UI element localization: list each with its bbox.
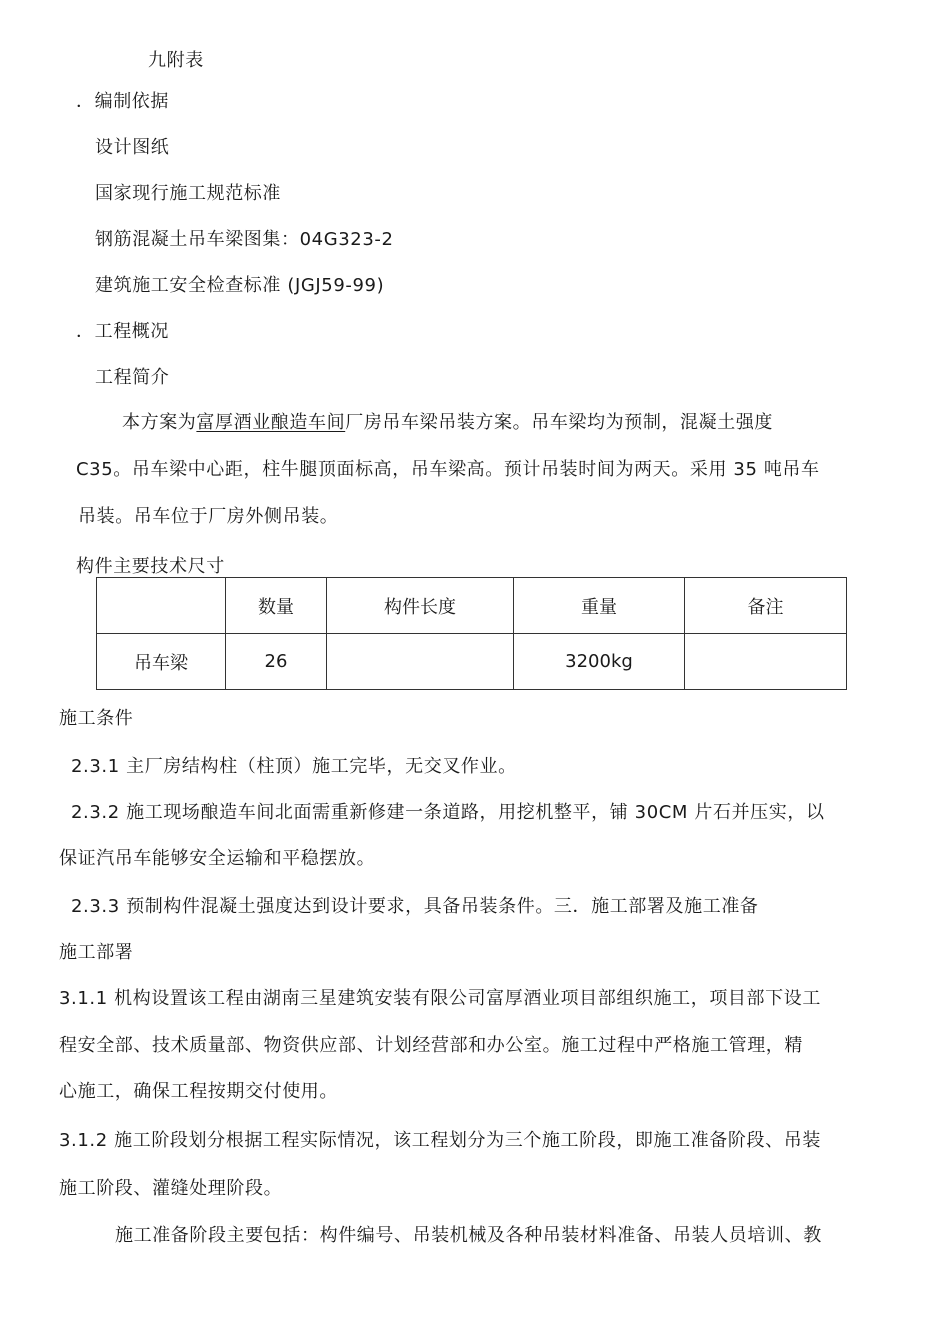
table-header-cell: 数量 [226,578,327,634]
intro-heading: 工程简介 [95,367,170,388]
table-header-row [97,578,847,634]
deployment-2-line-2: 施工阶段、灌缝处理阶段。 [59,1178,283,1199]
table-cell: 吊车梁 [97,634,226,690]
basis-item-4: 建筑施工安全检查标准 (JGJ59-99) [95,275,385,296]
basis-item-2: 国家现行施工规范标准 [95,183,281,204]
table-cell: 26 [226,634,327,690]
deployment-1-line-2: 程安全部、技术质量部、物资供应部、计划经营部和办公室。施工过程中严格施工管理，精 [59,1035,803,1056]
table-header-cell: 重量 [514,578,685,634]
intro-line-3: 吊装。吊车位于厂房外侧吊装。 [78,506,339,527]
table-cell [327,634,514,690]
table-cell: 3200kg [514,634,685,690]
table-header-cell [97,578,226,634]
section-9-heading: 九附表 [148,50,204,71]
table-header-cell: 构件长度 [327,578,514,634]
basis-item-3: 钢筋混凝土吊车梁图集：04G323-2 [95,229,394,250]
project-name: 富厚酒业酿造车间 [196,412,346,433]
condition-3: 2.3.3 预制构件混凝土强度达到设计要求，具备吊装条件。三．施工部署及施工准备 [71,896,759,917]
table-cell [685,634,847,690]
intro-line-1 [122,411,773,435]
condition-1: 2.3.1 主厂房结构柱（柱顶）施工完毕，无交叉作业。 [71,756,517,777]
conditions-heading: 施工条件 [59,708,134,729]
spec-table [96,577,847,690]
section-2-heading: ．工程概况 [76,321,169,342]
deployment-2-line-1: 3.1.2 施工阶段划分根据工程实际情况，该工程划分为三个施工阶段，即施工准备阶段、吊装 [59,1130,821,1151]
intro-text: 厂房吊车梁吊装方案。吊车梁均为预制，混凝土强度 [345,412,774,433]
table-row [97,634,847,690]
deployment-heading: 施工部署 [59,942,134,963]
table-header-cell: 备注 [685,578,847,634]
condition-2-line-2: 保证汽吊车能够安全运输和平稳摆放。 [59,848,376,869]
spec-heading: 构件主要技术尺寸 [76,556,225,577]
deployment-1-line-1: 3.1.1 机构设置该工程由湖南三星建筑安装有限公司富厚酒业项目部组织施工，项目部下设工 [59,988,821,1009]
deployment-3: 施工准备阶段主要包括：构件编号、吊装机械及各种吊装材料准备、吊装人员培训、教 [115,1225,822,1246]
intro-text: 本方案为 [122,412,197,433]
section-1-heading: ．编制依据 [76,91,169,112]
intro-line-2: C35。吊车梁中心距，柱牛腿顶面标高，吊车梁高。预计吊装时间为两天。采用 35 吨吊车 [76,459,820,480]
deployment-1-line-3: 心施工，确保工程按期交付使用。 [59,1081,338,1102]
basis-item-1: 设计图纸 [95,137,170,158]
condition-2-line-1: 2.3.2 施工现场酿造车间北面需重新修建一条道路，用挖机整平，铺 30CM 片石并压实，以 [71,802,825,823]
